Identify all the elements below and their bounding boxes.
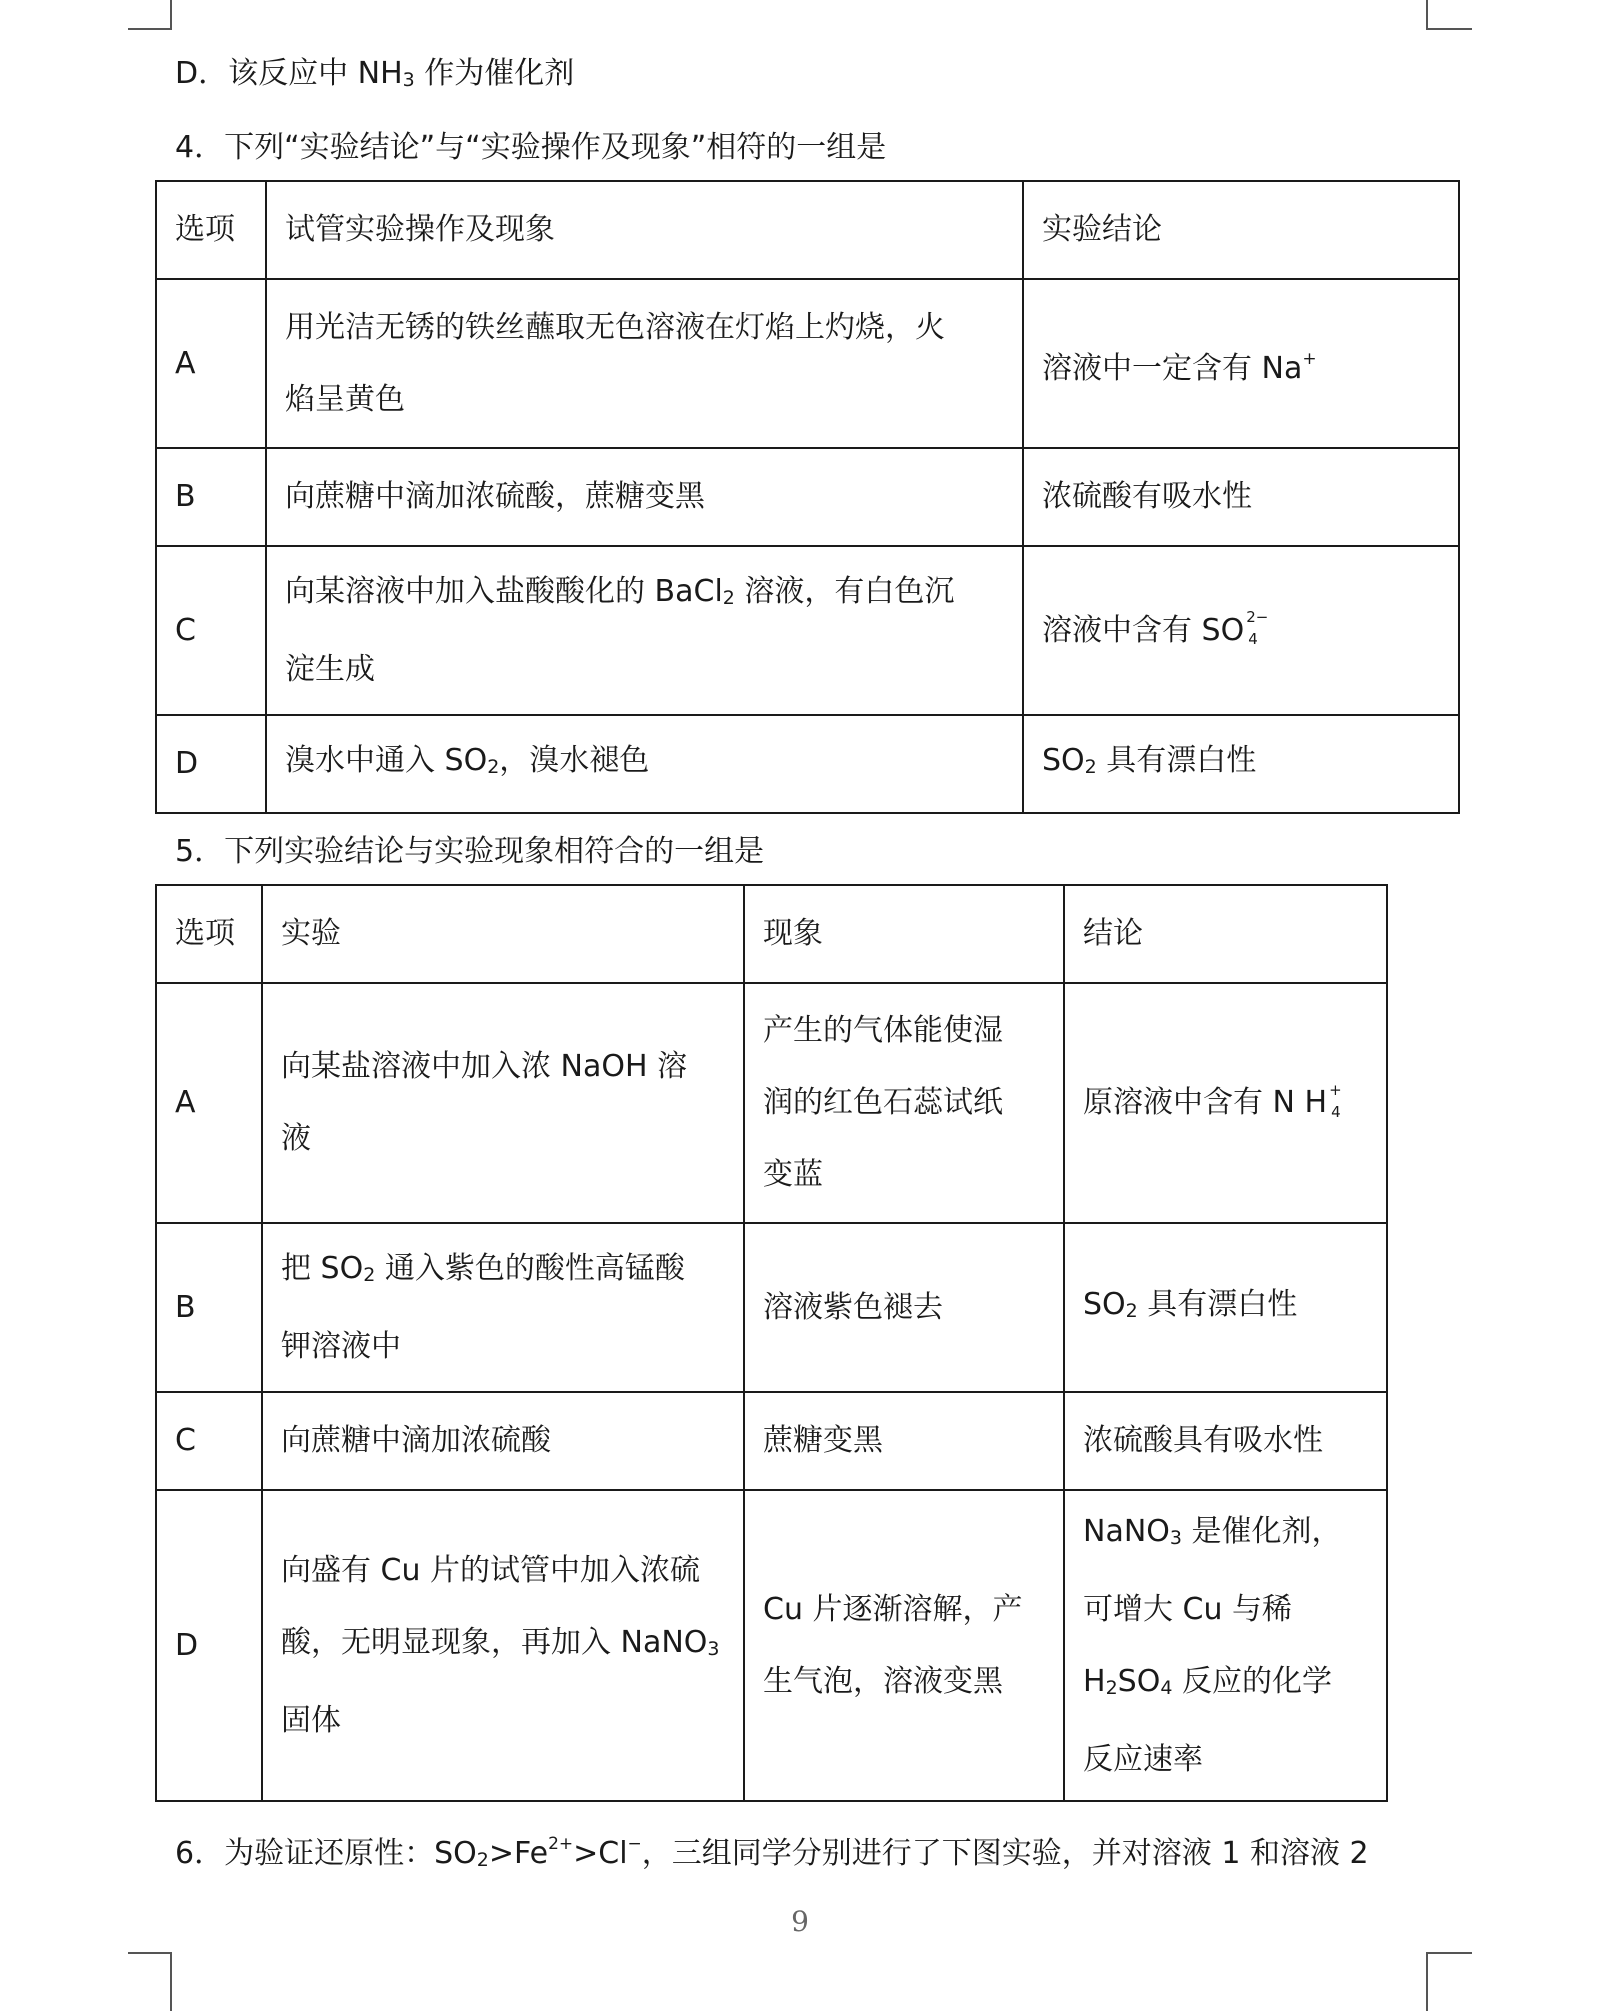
- row-conclusion: 浓硫酸有吸水性: [1023, 448, 1459, 546]
- cell-line: [281, 1233, 725, 1311]
- row-experiment: 向蔗糖中滴加浓硫酸: [262, 1392, 744, 1490]
- cell-line: 液: [281, 1121, 311, 1156]
- cell-line: 淀生成: [285, 651, 375, 687]
- table-row: [156, 279, 1459, 448]
- cell-line: [285, 556, 1004, 634]
- crop-mark-top-right-v: [1426, 0, 1428, 30]
- cell-text: ，溴水褪色: [499, 743, 650, 778]
- cell-line: 可增大 Cu 与稀: [1083, 1591, 1293, 1627]
- subscript: 4: [1331, 1102, 1341, 1121]
- table-row: [156, 448, 1459, 546]
- cell-text: 酸，无明显现象，再加入 NaNO: [281, 1624, 708, 1660]
- cell-line: 变蓝: [763, 1157, 823, 1192]
- cell-text: 溴水中通入 SO: [285, 743, 488, 778]
- row-option: D: [156, 1490, 262, 1801]
- cell-text: H: [1083, 1663, 1106, 1699]
- cell-text: SO: [1083, 1286, 1126, 1322]
- row-phenomenon: 溶液紫色褪去: [744, 1223, 1064, 1392]
- cell-line: 向某盐溶液中加入浓 NaOH 溶: [281, 1049, 688, 1084]
- subscript: 4: [1248, 630, 1258, 648]
- table-row: [156, 1392, 1387, 1490]
- question-5-table: [155, 884, 1388, 1802]
- header-experiment: 实验: [262, 885, 744, 983]
- cell-text: 具有漂白性: [1137, 1286, 1298, 1322]
- row-option: A: [156, 279, 266, 448]
- cell-line: 润的红色石蕊试纸: [763, 1085, 1003, 1120]
- row-operation: 向蔗糖中滴加浓硫酸，蔗糖变黑: [266, 448, 1023, 546]
- subscript: 4: [1160, 1676, 1173, 1699]
- question-text: ，三组同学分别进行了下图实验，并对溶液 1 和溶液 2: [641, 1836, 1369, 1871]
- cell-line: 固体: [281, 1702, 341, 1738]
- subscript: 2: [487, 756, 500, 778]
- table-header-row: [156, 885, 1387, 983]
- row-phenomenon: [744, 983, 1064, 1223]
- row-phenomenon: [744, 1490, 1064, 1801]
- header-option: 选项: [156, 181, 266, 279]
- table-row: [156, 1223, 1387, 1392]
- cell-line: [281, 1607, 725, 1685]
- page-number: 9: [791, 1905, 809, 1938]
- row-conclusion: [1064, 1490, 1387, 1801]
- question-6-title: [175, 1824, 1369, 1880]
- cell-text: SO: [1042, 743, 1085, 778]
- crop-mark-top-right-h: [1426, 28, 1472, 30]
- row-operation: [266, 715, 1023, 813]
- question-5-title: 5．下列实验结论与实验现象相符合的一组是: [175, 834, 765, 869]
- subscript: 2: [1105, 1676, 1118, 1699]
- question-text: >Cl: [573, 1836, 628, 1871]
- header-phenomenon: 现象: [744, 885, 1064, 983]
- row-option: D: [156, 715, 266, 813]
- subscript: 2: [476, 1849, 489, 1871]
- question-text: 6．为验证还原性：SO: [175, 1836, 477, 1871]
- crop-mark-top-left-v: [170, 0, 172, 30]
- subscript: 2: [363, 1263, 376, 1286]
- row-experiment: [262, 1490, 744, 1801]
- cell-line: 向盛有 Cu 片的试管中加入浓硫: [281, 1552, 701, 1588]
- row-experiment: [262, 1223, 744, 1392]
- row-conclusion: [1023, 279, 1459, 448]
- table-header-row: [156, 181, 1459, 279]
- superscript: +: [1329, 1080, 1342, 1099]
- header-conclusion: 实验结论: [1023, 181, 1459, 279]
- cell-line: [1083, 1496, 1368, 1574]
- cell-line: 反应速率: [1083, 1741, 1203, 1777]
- cell-text: 具有漂白性: [1096, 743, 1257, 778]
- crop-mark-bottom-right-v: [1426, 1952, 1428, 2011]
- row-experiment: [262, 983, 744, 1223]
- cell-text: 向某溶液中加入盐酸酸化的 BaCl: [285, 573, 723, 609]
- superscript: 2+: [548, 1834, 574, 1854]
- question-4-title: 4．下列“实验结论”与“实验操作及现象”相符的一组是: [175, 130, 887, 165]
- subscript: 2: [1084, 756, 1097, 778]
- header-operation: 试管实验操作及现象: [266, 181, 1023, 279]
- subscript: 2: [722, 586, 735, 609]
- row-option: B: [156, 448, 266, 546]
- header-conclusion: 结论: [1064, 885, 1387, 983]
- table-row: [156, 983, 1387, 1223]
- question-4-table: [155, 180, 1460, 814]
- cell-text: 把 SO: [281, 1250, 364, 1286]
- crop-mark-bottom-right-h: [1426, 1952, 1472, 1954]
- table-row: [156, 546, 1459, 715]
- cell-text: 通入紫色的酸性高锰酸: [375, 1250, 685, 1286]
- row-conclusion: 浓硫酸具有吸水性: [1064, 1392, 1387, 1490]
- row-operation: [266, 546, 1023, 715]
- ion-charge: [1327, 1080, 1347, 1121]
- cell-text: 反应的化学: [1172, 1663, 1332, 1699]
- cell-line: 焰呈黄色: [285, 381, 405, 417]
- cell-line: 钾溶液中: [281, 1328, 401, 1364]
- subscript: 2: [1125, 1299, 1138, 1322]
- crop-mark-bottom-left-h: [128, 1952, 172, 1954]
- subscript: 3: [707, 1637, 720, 1660]
- cell-line: 用光洁无锈的铁丝蘸取无色溶液在灯焰上灼烧，火: [285, 309, 945, 345]
- cell-text: NaNO: [1083, 1513, 1170, 1549]
- subscript: 3: [1169, 1526, 1182, 1549]
- superscript: +: [1302, 348, 1317, 369]
- row-conclusion: [1023, 715, 1459, 813]
- cell-text: 溶液中含有 SO: [1042, 612, 1245, 648]
- crop-mark-bottom-left-v: [170, 1952, 172, 2011]
- cell-text: SO: [1117, 1663, 1161, 1699]
- row-conclusion: [1064, 1223, 1387, 1392]
- row-option: C: [156, 546, 266, 715]
- crop-mark-top-left-h: [128, 28, 172, 30]
- subscript: 3: [402, 69, 415, 91]
- row-conclusion: [1064, 983, 1387, 1223]
- row-option: C: [156, 1392, 262, 1490]
- option-text: 作为催化剂: [414, 56, 575, 91]
- cell-line: Cu 片逐渐溶解，产: [763, 1591, 1023, 1627]
- ion-charge: [1244, 608, 1269, 648]
- question-3-option-d: [175, 54, 574, 100]
- option-text: D．该反应中 NH: [175, 56, 403, 91]
- row-conclusion: [1023, 546, 1459, 715]
- row-option: B: [156, 1223, 262, 1392]
- cell-text: 是催化剂，: [1181, 1513, 1342, 1549]
- table-row: [156, 715, 1459, 813]
- cell-line: [1083, 1646, 1368, 1724]
- cell-line: 生气泡，溶液变黑: [763, 1663, 1003, 1699]
- row-operation: [266, 279, 1023, 448]
- row-phenomenon: 蔗糖变黑: [744, 1392, 1064, 1490]
- question-text: >Fe: [488, 1836, 549, 1871]
- cell-text: 溶液中一定含有 Na: [1042, 350, 1303, 386]
- cell-text: 原溶液中含有 N H: [1083, 1085, 1328, 1120]
- header-option: 选项: [156, 885, 262, 983]
- superscript: 2−: [1246, 608, 1269, 626]
- cell-text: 溶液，有白色沉: [734, 573, 955, 609]
- row-option: A: [156, 983, 262, 1223]
- cell-line: 产生的气体能使湿: [763, 1013, 1003, 1048]
- table-row: [156, 1490, 1387, 1801]
- superscript: −: [627, 1834, 642, 1854]
